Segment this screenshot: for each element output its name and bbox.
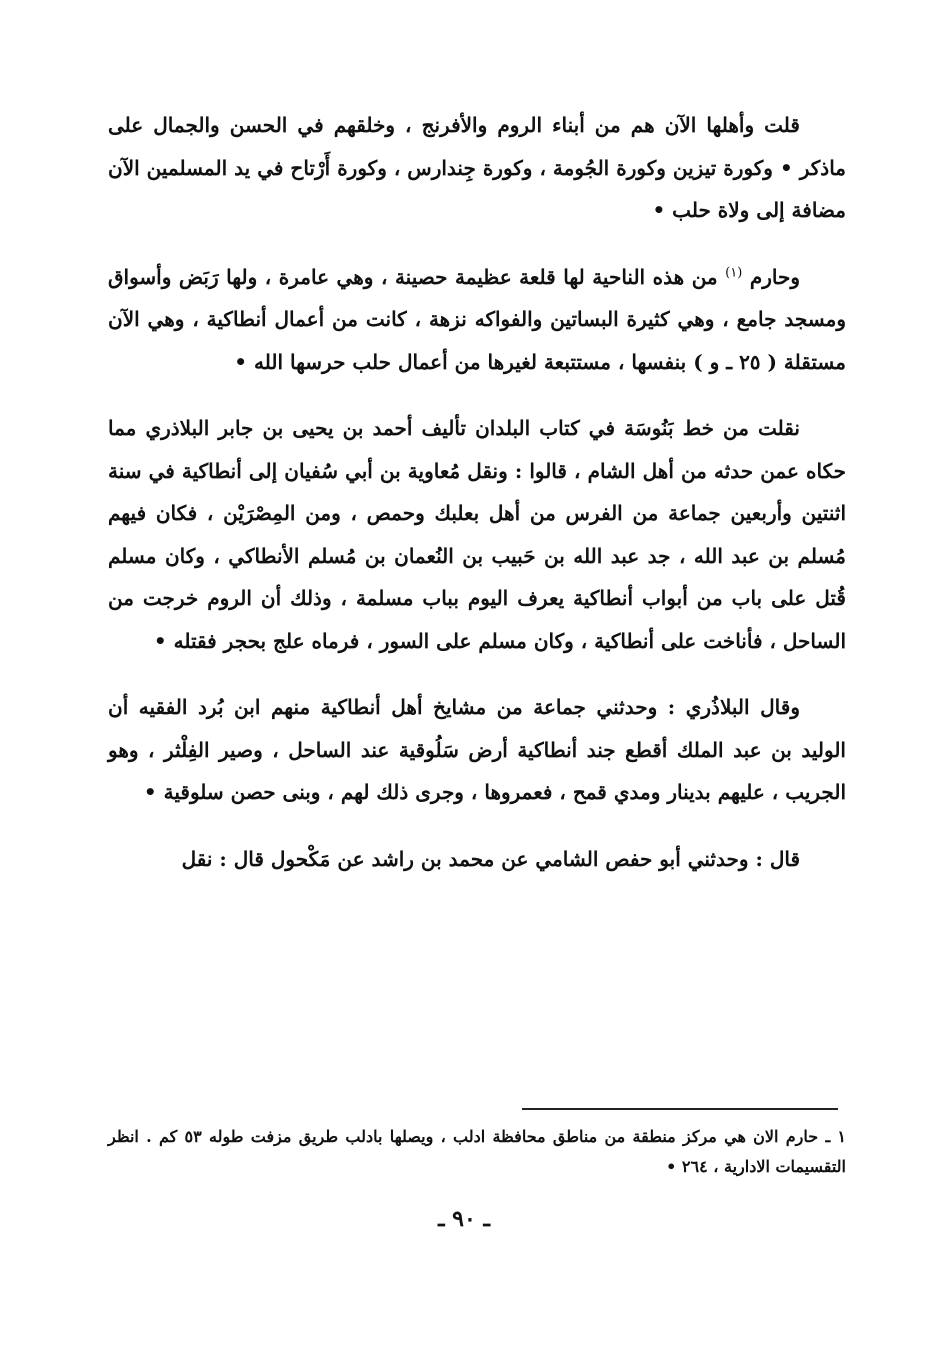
footnote: ١ ـ حارم الان هي مركز منطقة من مناطق محافظة ادلب ، ويصلها بادلب طريق مزفت طوله ٥٣ كم . انظر التقسيمات الادارية ، ٢٦٤ • xyxy=(108,1127,847,1176)
paragraph-2-start: وحارم xyxy=(742,264,801,289)
footnote-reference: (١) xyxy=(725,264,743,280)
page-number: ـ ٩٠ ـ xyxy=(438,1206,490,1232)
paragraph-2-rest: من هذه الناحية لها قلعة عظيمة حصينة ، وهي عامرة ، ولها رَبَض وأسواق ومسجد جامع ، وهي كثيرة البساتين والفواكه نزهة ، كانت من أعمال أنطاكية ، وهي الآن مستقلة ( ٢٥ ـ و ) بنفسها ، مستتبعة لغيرها من أعمال حلب حرسها الله • xyxy=(108,264,846,374)
main-text xyxy=(108,104,846,880)
paragraph-2 xyxy=(108,256,846,384)
footnote-divider xyxy=(522,1108,838,1110)
paragraph-1: قلت وأهلها الآن هم من أبناء الروم والأفرنج ، وخلقهم في الحسن والجمال على ماذكر • وكورة تيزين وكورة الجُومة ، وكورة جِندارس ، وكورة أَرْتاح في يد المسلمين الآن مضافة إلى ولاة حلب • xyxy=(108,113,846,222)
paragraph-5: قال : وحدثني أبو حفص الشامي عن محمد بن راشد عن مَكْحول قال : نقل xyxy=(181,846,800,871)
paragraph-3: نقلت من خط بَنُوسَة في كتاب البلدان تأليف أحمد بن يحيى بن جابر البلاذري مما حكاه عمن حدثه من أهل الشام ، قالوا : ونقل مُعاوية بن أبي سُفيان إلى أنطاكية في سنة اثنتين وأربعين جماعة من الفرس من أهل بعلبك وحمص ، ومن المِصْرَيْن ، فكان فيهم مُسلم بن عبد الله ، جد عبد الله بن حَبيب بن النُعمان بن مُسلم الأنطاكي ، وكان مسلم قُتل على باب من أبواب أنطاكية يعرف اليوم بباب مسلمة ، وذلك أن الروم خرجت من الساحل ، فأناخت على أنطاكية ، وكان مسلم على السور ، فرماه علج بحجر فقتله • xyxy=(108,416,846,653)
paragraph-4: وقال البلاذُري : وحدثني جماعة من مشايخ أهل أنطاكية منهم ابن بُرد الفقيه أن الوليد بن عبد الملك أقطع جند أنطاكية أرض سَلُوقية عند الساحل ، وصير الفِلْثر ، وهو الجريب ، عليهم بدينار ومدي قمح ، فعمروها ، وجرى ذلك لهم ، وبنى حصن سلوقية • xyxy=(108,695,846,804)
